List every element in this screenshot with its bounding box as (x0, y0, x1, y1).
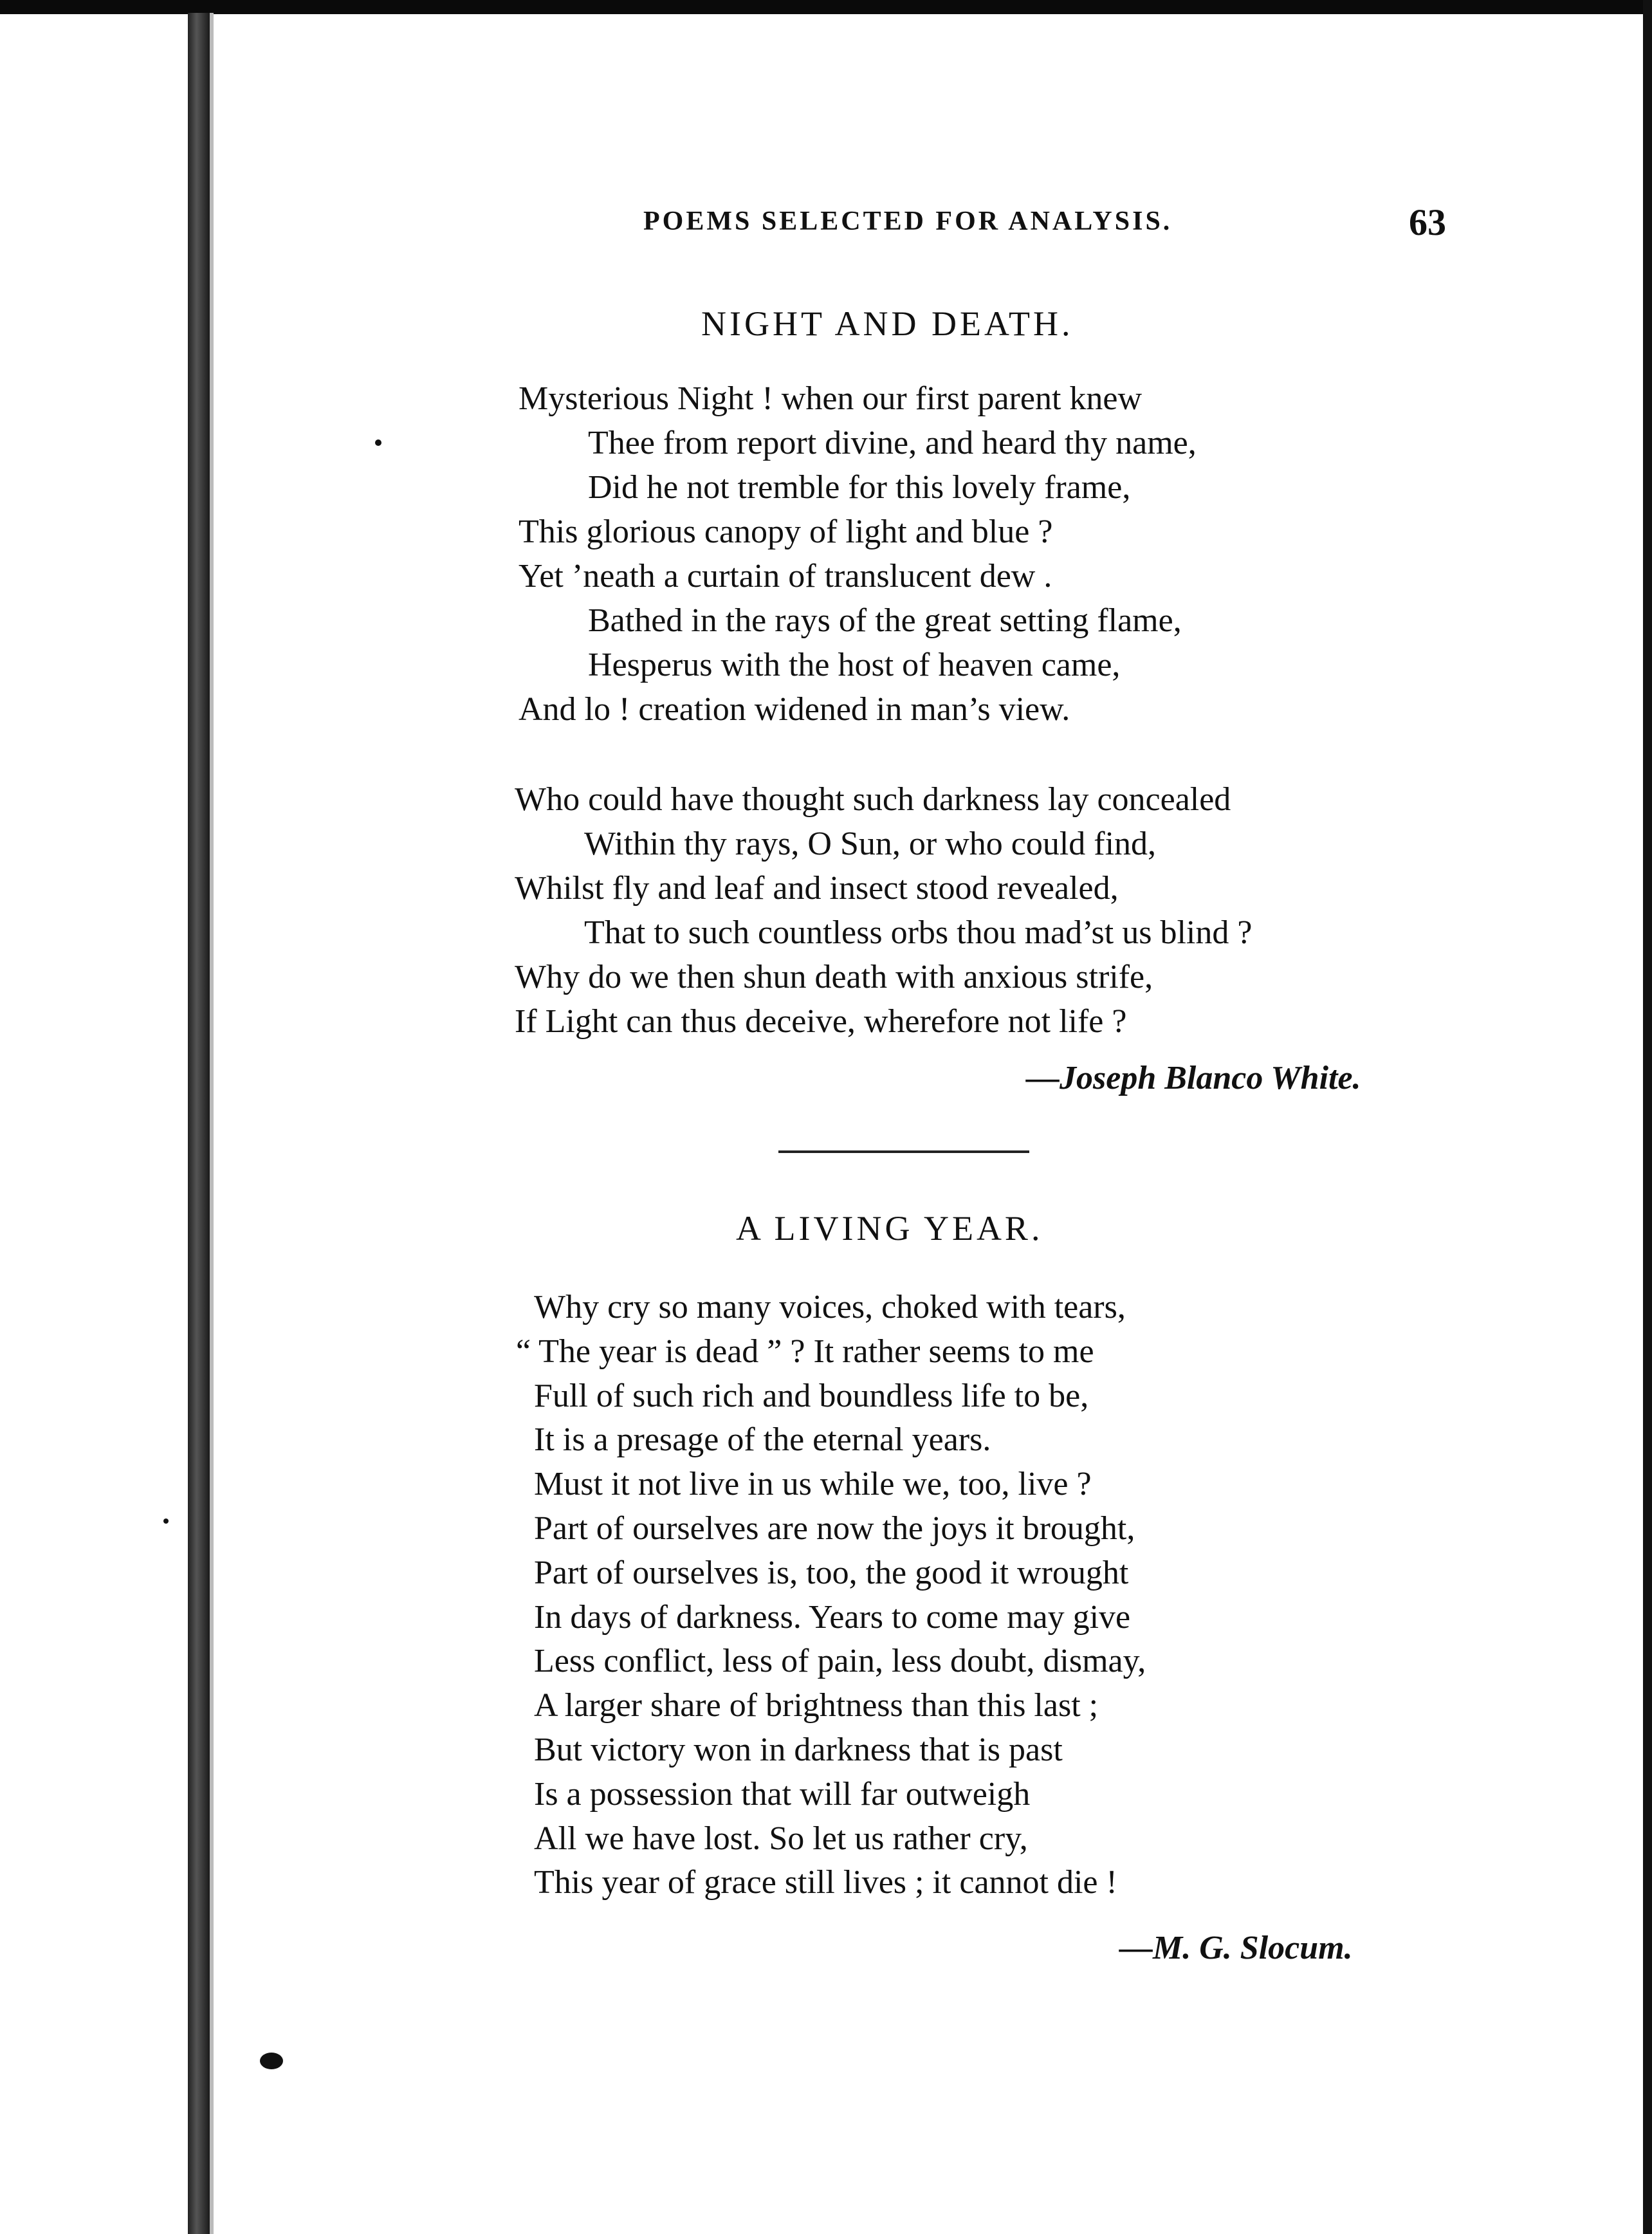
poem-line: Part of ourselves is, too, the good it wrought (534, 1554, 1129, 1591)
poem-line: Less conflict, less of pain, less doubt, dismay, (534, 1643, 1146, 1680)
stanza (516, 1286, 1146, 1905)
poem-title: NIGHT AND DEATH. (701, 304, 1074, 343)
poem-line: It is a presage of the eternal years. (534, 1421, 991, 1459)
poem-line: Hesperus with the host of heaven came, (588, 647, 1121, 683)
poem-line: Mysterious Night ! when our first parent knew (519, 380, 1143, 417)
poem-attribution: —Joseph Blanco White. (1026, 1060, 1361, 1096)
poem-attribution: —M. G. Slocum. (1119, 1930, 1353, 1966)
poem-line: But victory won in darkness that is past (534, 1731, 1063, 1768)
poem-line: This glorious canopy of light and blue ? (519, 513, 1053, 550)
running-head: POEMS SELECTED FOR ANALYSIS. (643, 207, 1173, 236)
poem-line: Why do we then shun death with anxious strife, (515, 959, 1153, 995)
poem-line: If Light can thus deceive, wherefore not life ? (515, 1003, 1127, 1040)
stanza (519, 376, 1197, 732)
stanza (515, 777, 1252, 1044)
poem-line: Part of ourselves are now the joys it brought, (534, 1509, 1135, 1547)
poem-line: Thee from report divine, and heard thy name, (588, 425, 1197, 461)
poem-line: This year of grace still lives ; it cannot die ! (534, 1864, 1117, 1901)
poem-line: Is a possession that will far outweigh (534, 1775, 1031, 1813)
poem-line: And lo ! creation widened in man’s view. (519, 691, 1070, 728)
poem-line: Who could have thought such darkness lay concealed (515, 781, 1231, 818)
poem-line: Yet ’neath a curtain of translucent dew . (519, 558, 1052, 595)
poem-line: All we have lost. So let us rather cry, (534, 1820, 1028, 1857)
poem-line: In days of darkness. Years to come may give (534, 1598, 1131, 1636)
poem-title: A LIVING YEAR. (736, 1209, 1043, 1248)
poem-line: Bathed in the rays of the great setting flame, (588, 602, 1182, 639)
poem-line: “ The year is dead ” ? It rather seems to me (516, 1333, 1094, 1370)
poem-line: Why cry so many voices, choked with tears, (534, 1289, 1126, 1325)
poem-line: A larger share of brightness than this last ; (534, 1687, 1099, 1724)
poem-line: Must it not live in us while we, too, live ? (534, 1466, 1092, 1503)
poem-line: That to such countless orbs thou mad’st us blind ? (584, 914, 1253, 951)
poem-line: Did he not tremble for this lovely frame, (588, 469, 1131, 506)
section-divider (778, 1150, 1029, 1153)
page-number: 63 (1409, 201, 1446, 243)
poem-line: Whilst fly and leaf and insect stood revealed, (515, 870, 1119, 907)
poem-line: Full of such rich and boundless life to be, (534, 1377, 1089, 1414)
poem-line: Within thy rays, O Sun, or who could find, (584, 826, 1157, 862)
